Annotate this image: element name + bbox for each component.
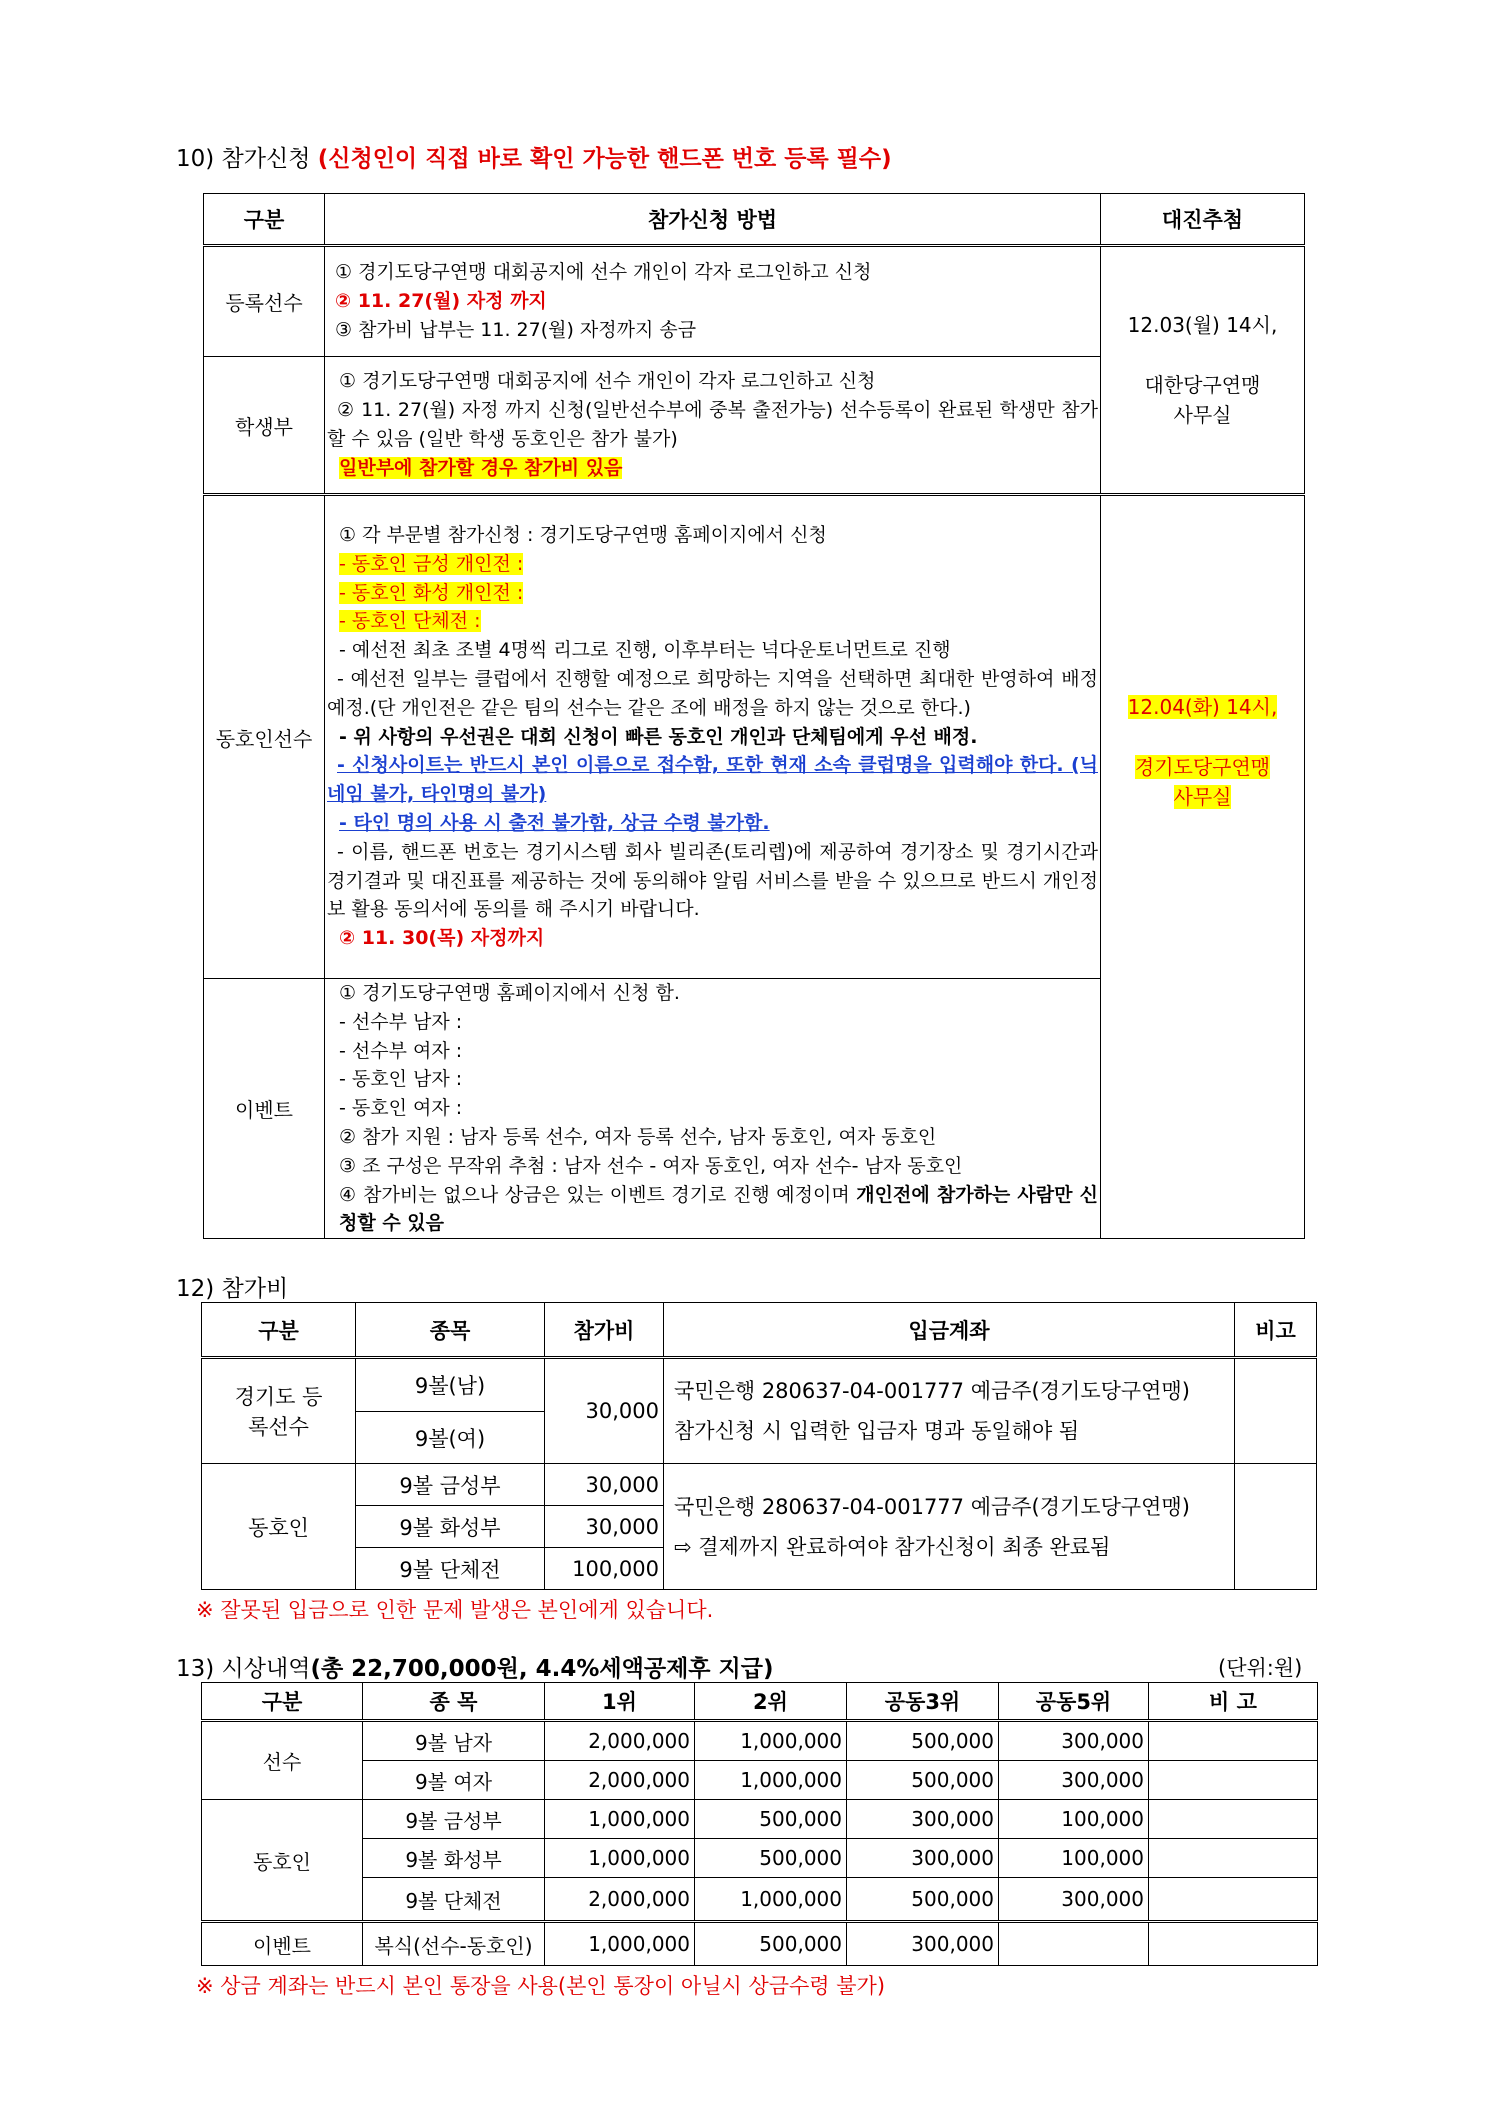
fee-note: ※ 잘못된 입금으로 인한 문제 발생은 본인에게 있습니다. [196, 1598, 714, 1622]
prize-event-label: 이벤트 [202, 1922, 363, 1966]
prize-3rd: 500,000 [847, 1721, 999, 1761]
prize-5th: 100,000 [999, 1800, 1149, 1839]
fee-header-note: 비고 [1235, 1303, 1317, 1358]
section-12-title: 12) 참가비 [176, 1276, 289, 1302]
fee-reg-amount: 30,000 [545, 1358, 664, 1464]
event-label: 이벤트 [204, 979, 325, 1239]
event-method: ① 경기도당구연맹 홈페이지에서 신청 함. - 선수부 남자 : - 선수부 여자 : - 동호인 남자 : - 동호인 여자 : ② 참가 지원 : 남자 등록 선수, 여자 등록 선수, 남자 동호인, 여자 동호인 ③ 조 구성은 무작위 추첨 : 남자 선수 - 여자 동호인, 여자 선수- 남자 동호인 ④ 참가비는 없으나 상금은 있는 이벤트 경기로 진행 예정이며 개인전에 참가하는 사람만 신청할 수 있음 [325, 979, 1101, 1239]
prize-2nd: 500,000 [695, 1800, 847, 1839]
prize-3rd: 500,000 [847, 1761, 999, 1800]
student-label: 학생부 [204, 357, 325, 495]
prize-2nd: 500,000 [695, 1922, 847, 1966]
header-category: 구분 [204, 194, 325, 246]
prize-note [1149, 1839, 1318, 1878]
fee-am-amount: 30,000 [545, 1506, 664, 1548]
prize-3rd: 300,000 [847, 1800, 999, 1839]
reg-method: ① 경기도당구연맹 대회공지에 선수 개인이 각자 로그인하고 신청 ② 11. 27(월) 자정 까지 ③ 참가비 납부는 11. 27(월) 자정까지 송금 [325, 246, 1101, 357]
prize-1st: 2,000,000 [545, 1721, 695, 1761]
prize-header-item: 종 목 [363, 1683, 545, 1721]
fee-am-item: 9볼 금성부 [356, 1464, 545, 1506]
fee-header-category: 구분 [202, 1303, 356, 1358]
prize-3rd: 300,000 [847, 1922, 999, 1966]
prize-item: 9볼 단체전 [363, 1878, 545, 1922]
prize-note [1149, 1800, 1318, 1839]
prize-1st: 2,000,000 [545, 1878, 695, 1922]
prize-2nd: 500,000 [695, 1839, 847, 1878]
prize-item: 복식(선수-동호인) [363, 1922, 545, 1966]
prize-2nd: 1,000,000 [695, 1761, 847, 1800]
prize-5th [999, 1922, 1149, 1966]
section-10-title: 10) 참가신청 (신청인이 직접 바로 확인 가능한 핸드폰 번호 등록 필수) [176, 146, 892, 172]
prize-item: 9볼 여자 [363, 1761, 545, 1800]
prize-5th: 100,000 [999, 1839, 1149, 1878]
header-method: 참가신청 방법 [325, 194, 1101, 246]
prize-header-2nd: 2위 [695, 1683, 847, 1721]
prize-note [1149, 1761, 1318, 1800]
fee-reg-note [1235, 1358, 1317, 1464]
fee-reg-account: 국민은행 280637-04-001777 예금주(경기도당구연맹) 참가신청 시 입력한 입금자 명과 동일해야 됨 [664, 1358, 1235, 1464]
fee-am-item: 9볼 화성부 [356, 1506, 545, 1548]
prize-1st: 1,000,000 [545, 1839, 695, 1878]
prize-header-category: 구분 [202, 1683, 363, 1721]
draw-2: 12.04(화) 14시, 경기도당구연맹 사무실 [1101, 495, 1305, 1239]
unit-label: (단위:원) [1218, 1656, 1303, 1680]
fee-am-account: 국민은행 280637-04-001777 예금주(경기도당구연맹) ⇨ 결제까지 완료하여야 참가신청이 최종 완료됨 [664, 1464, 1235, 1590]
prize-1st: 2,000,000 [545, 1761, 695, 1800]
fee-header-fee: 참가비 [545, 1303, 664, 1358]
prize-1st: 1,000,000 [545, 1800, 695, 1839]
fee-am-item: 9볼 단체전 [356, 1548, 545, 1590]
prize-item: 9볼 금성부 [363, 1800, 545, 1839]
registration-table [203, 193, 1305, 1239]
prize-5th: 300,000 [999, 1761, 1149, 1800]
fee-reg-label: 경기도 등록선수 [202, 1358, 356, 1464]
fee-am-note [1235, 1464, 1317, 1590]
prize-5th: 300,000 [999, 1721, 1149, 1761]
fee-table [201, 1302, 1317, 1590]
fee-am-amount: 30,000 [545, 1464, 664, 1506]
prize-2nd: 1,000,000 [695, 1878, 847, 1922]
section-13-title: 13) 시상내역(총 22,700,000원, 4.4%세액공제후 지급) [176, 1656, 774, 1682]
prize-item: 9볼 남자 [363, 1721, 545, 1761]
fee-header-item: 종목 [356, 1303, 545, 1358]
amateur-label: 동호인선수 [204, 495, 325, 979]
prize-item: 9볼 화성부 [363, 1839, 545, 1878]
header-draw: 대진추첨 [1101, 194, 1305, 246]
prize-1st: 1,000,000 [545, 1922, 695, 1966]
amateur-method: ① 각 부문별 참가신청 : 경기도당구연맹 홈페이지에서 신청 - 동호인 금성 개인전 : - 동호인 화성 개인전 : - 동호인 단체전 : - 예선전 최초 조별 4명씩 리그로 진행, 이후부터는 넉다운토너먼트로 진행 - 예선전 일부는 클럽에서 진행할 예정으로 희망하는 지역을 선택하면 최대한 반영하여 배정 예정.(단 개인전은 같은 팀의 선수는 같은 조에 배정을 하지 않는 것으로 한다.) - 위 사항의 우선권은 대회 신청이 빠른 동호인 개인과 단체팀에게 우선 배정. - 신청사이트는 반드시 본인 이름으로 접수함, 또한 현재 소속 클럽명을 입력해야 한다. (닉네임 불가, 타인명의 불가) - 타인 명의 사용 시 출전 불가함, 상금 수령 불가함. - 이름, 핸드폰 번호는 경기시스템 회사 빌리존(토리렙)에 제공하여 경기장소 및 경기시간과 경기결과 및 대진표를 제공하는 것에 동의해야 알림 서비스를 받을 수 있으므로 반드시 개인정보 활용 동의서에 동의를 해 주시기 바랍니다. ② 11. 30(목) 자정까지 [325, 495, 1101, 979]
prize-header-5th: 공동5위 [999, 1683, 1149, 1721]
prize-table [201, 1682, 1318, 1966]
prize-note [1149, 1922, 1318, 1966]
reg-label: 등록선수 [204, 246, 325, 357]
fee-am-label: 동호인 [202, 1464, 356, 1590]
fee-header-account: 입금계좌 [664, 1303, 1235, 1358]
prize-note [1149, 1721, 1318, 1761]
prize-3rd: 300,000 [847, 1839, 999, 1878]
student-method: ① 경기도당구연맹 대회공지에 선수 개인이 각자 로그인하고 신청 ② 11. 27(월) 자정 까지 신청(일반선수부에 중복 출전가능) 선수등록이 완료된 학생만 참가할 수 있음 (일반 학생 동호인은 참가 불가) 일반부에 참가할 경우 참가비 있음 [325, 357, 1101, 495]
prize-header-1st: 1위 [545, 1683, 695, 1721]
fee-reg-item: 9볼(남) [356, 1358, 545, 1412]
prize-header-note: 비 고 [1149, 1683, 1318, 1721]
fee-am-amount: 100,000 [545, 1548, 664, 1590]
fee-reg-item: 9볼(여) [356, 1412, 545, 1464]
prize-player-label: 선수 [202, 1721, 363, 1800]
prize-5th: 300,000 [999, 1878, 1149, 1922]
prize-am-label: 동호인 [202, 1800, 363, 1922]
prize-note-text: ※ 상금 계좌는 반드시 본인 통장을 사용(본인 통장이 아닐시 상금수령 불가) [196, 1974, 886, 1998]
prize-2nd: 1,000,000 [695, 1721, 847, 1761]
prize-3rd: 500,000 [847, 1878, 999, 1922]
draw-1: 12.03(월) 14시, 대한당구연맹 사무실 [1101, 246, 1305, 495]
prize-note [1149, 1878, 1318, 1922]
prize-header-3rd: 공동3위 [847, 1683, 999, 1721]
